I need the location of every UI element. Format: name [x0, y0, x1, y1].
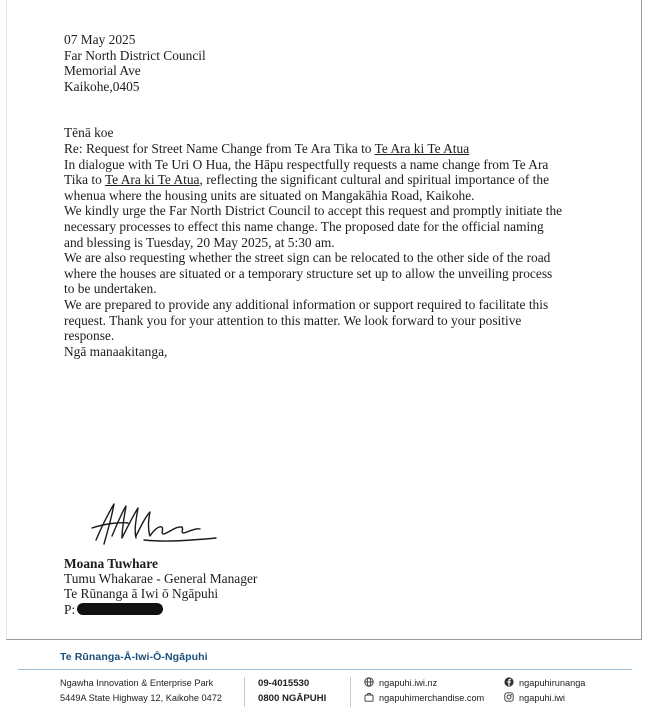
footer-social	[504, 676, 585, 706]
footer-phones	[258, 676, 326, 706]
instagram-icon	[504, 692, 514, 702]
recipient-line: Memorial Ave	[64, 63, 141, 79]
subject-new-name: Te Ara ki Te Atua	[374, 140, 470, 156]
closing: Ngā manaakitanga,	[64, 343, 168, 359]
redaction-mark	[77, 603, 163, 615]
letter-body	[64, 32, 564, 359]
recipient-line: Kaikohe,0405	[64, 78, 140, 94]
facebook-icon	[504, 677, 514, 687]
merch-website-text: ngapuhimerchandise.com	[379, 693, 485, 703]
paragraph-1-part2: , reflecting the significant cultural and spiritual importance of the whenua where the housing units are situated on Mangakāhia Road, Kaikohe.	[64, 172, 550, 203]
footer-address	[60, 676, 222, 706]
address-block	[64, 32, 564, 94]
facebook-text: ngapuhirunanga	[519, 678, 586, 688]
paragraph-1	[64, 157, 564, 204]
globe-icon	[364, 677, 374, 687]
signatory-block	[64, 556, 464, 617]
footer-freephone: 0800 NGĀPUHI	[258, 693, 327, 704]
signatory-name: Moana Tuwhare	[64, 556, 158, 571]
signatory-organisation: Te Rūnanga ā Iwi ō Ngāpuhi	[64, 586, 219, 602]
paragraph-3: We are also requesting whether the street sign can be relocated to the other side of the road where the houses are situated or a temporary structure set up to allow the unveiling process to be undertaken.	[64, 250, 553, 297]
footer-separator	[350, 677, 351, 707]
footer-website[interactable]	[364, 676, 484, 691]
footer-phone: 09-4015530	[258, 678, 310, 689]
website-text: ngapuhi.iwi.nz	[379, 678, 438, 688]
footer-divider	[18, 669, 632, 670]
signatory-title: Tumu Whakarae - General Manager	[64, 571, 258, 587]
recipient-line: Far North District Council	[64, 47, 206, 63]
salutation: Tēnā koe	[64, 125, 114, 141]
paragraph-1-part1: In dialogue with Te Uri O Hua, the Hāpu respectfully requests a name change from Te Ara Tika to	[64, 156, 549, 188]
footer-websites	[364, 676, 484, 706]
signature-icon	[84, 496, 224, 554]
address-line-1: Ngawha Innovation & Enterprise Park	[60, 678, 214, 688]
subject-line	[64, 141, 564, 157]
shop-bag-icon	[364, 692, 374, 702]
footer-merch-website[interactable]	[364, 691, 484, 706]
footer-separator	[244, 677, 245, 707]
footer	[0, 676, 650, 713]
signature	[84, 496, 224, 554]
paragraph-2: We kindly urge the Far North District Council to accept this request and promptly initiate the necessary processes to effect this name change. The proposed date for the official naming and blessing is Tuesday, 20 May 2025, at 5:30 am.	[64, 203, 563, 250]
phone-label: P:	[64, 601, 76, 617]
footer-instagram[interactable]	[504, 691, 585, 706]
instagram-text: ngapuhi.iwi	[519, 693, 565, 703]
paragraph-4: We are prepared to provide any additional information or support required to facilitate this request. Thank you for your attention to this matter. We look forward to your positive response.	[64, 296, 549, 344]
letter-date: 07 May 2025	[64, 32, 136, 47]
footer-facebook[interactable]	[504, 676, 585, 691]
address-line-2: 5449A State Highway 12, Kaikohe 0472	[60, 693, 222, 703]
paragraph-1-new-name: Te Ara ki Te Atua	[104, 172, 200, 188]
footer-brand: Te Rūnanga-Ā-Iwi-Ō-Ngāpuhi	[60, 651, 208, 663]
signatory-phone	[64, 602, 464, 617]
subject-prefix: Re: Request for Street Name Change from Te Ara Tika to	[64, 140, 375, 156]
